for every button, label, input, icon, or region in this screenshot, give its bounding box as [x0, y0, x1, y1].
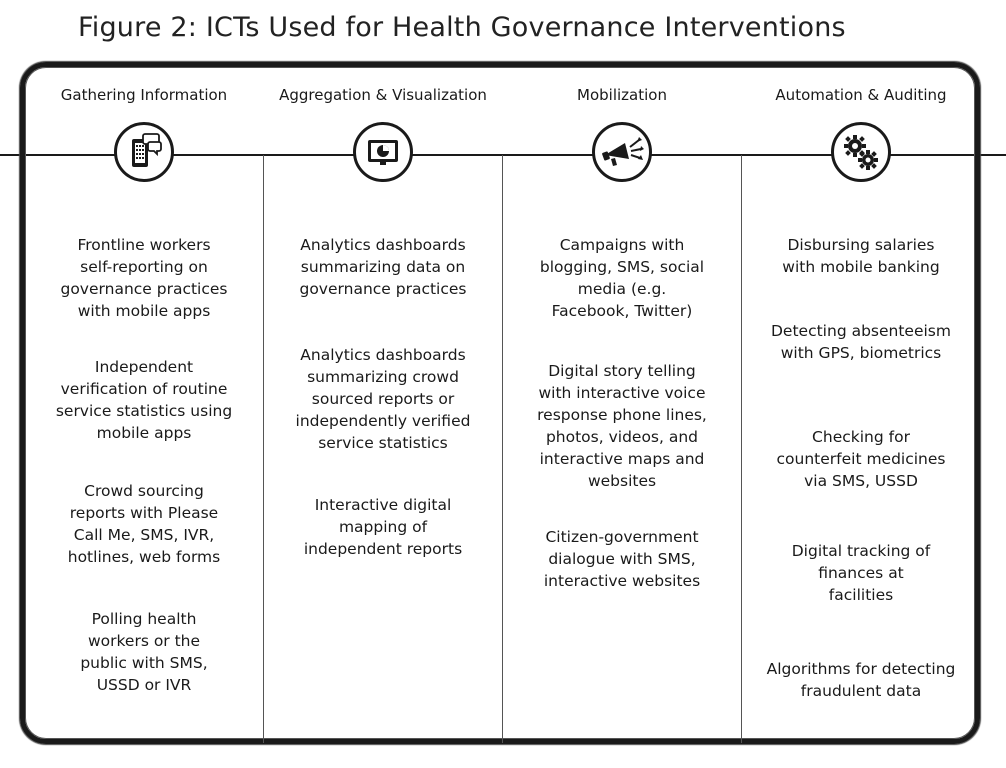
list-item: Algorithms for detecting fraudulent data	[766, 660, 956, 700]
list-item: Crowd sourcing reports with Please Call Me, SMS, IVR, hotlines, web forms	[67, 482, 221, 566]
list-item: Interactive digital mapping of independent reports	[303, 496, 463, 558]
mobile-phone-chat-icon	[114, 122, 174, 182]
gears-icon	[831, 122, 891, 182]
column-heading: Automation & Auditing	[775, 86, 947, 104]
list-item: Checking for counterfeit medicines via SMS, USSD	[776, 428, 946, 490]
column-heading: Mobilization	[577, 86, 667, 104]
figure-title: Figure 2: ICTs Used for Health Governance Interventions	[78, 12, 846, 43]
list-item: Detecting absenteeism with GPS, biometrics	[771, 322, 951, 362]
list-item: Frontline workers self-reporting on governance practices with mobile apps	[60, 236, 228, 320]
list-item: Disbursing salaries with mobile banking	[782, 236, 940, 276]
list-item: Digital tracking of finances at facilities	[791, 542, 931, 604]
list-item: Independent verification of routine service statistics using mobile apps	[55, 358, 233, 442]
list-item: Citizen-government dialogue with SMS, interactive websites	[543, 528, 701, 590]
list-item: Analytics dashboards summarizing data on governance practices	[299, 236, 467, 298]
megaphone-icon	[592, 122, 652, 182]
column-heading: Gathering Information	[60, 86, 228, 104]
list-item: Digital story telling with interactive voice response phone lines, photos, videos, and interactive maps and websites	[537, 362, 707, 490]
pie-chart-screen-icon	[353, 122, 413, 182]
column-aggregation-visualization	[264, 62, 502, 744]
column-gathering-information	[25, 62, 263, 744]
column-automation-auditing	[742, 62, 980, 744]
list-item: Campaigns with blogging, SMS, social media (e.g. Facebook, Twitter)	[539, 236, 705, 320]
column-heading: Aggregation & Visualization	[279, 86, 487, 104]
list-item: Analytics dashboards summarizing crowd sourced reports or independently verified service statistics	[295, 346, 471, 452]
column-mobilization	[503, 62, 741, 744]
list-item: Polling health workers or the public with SMS, USSD or IVR	[80, 610, 208, 694]
